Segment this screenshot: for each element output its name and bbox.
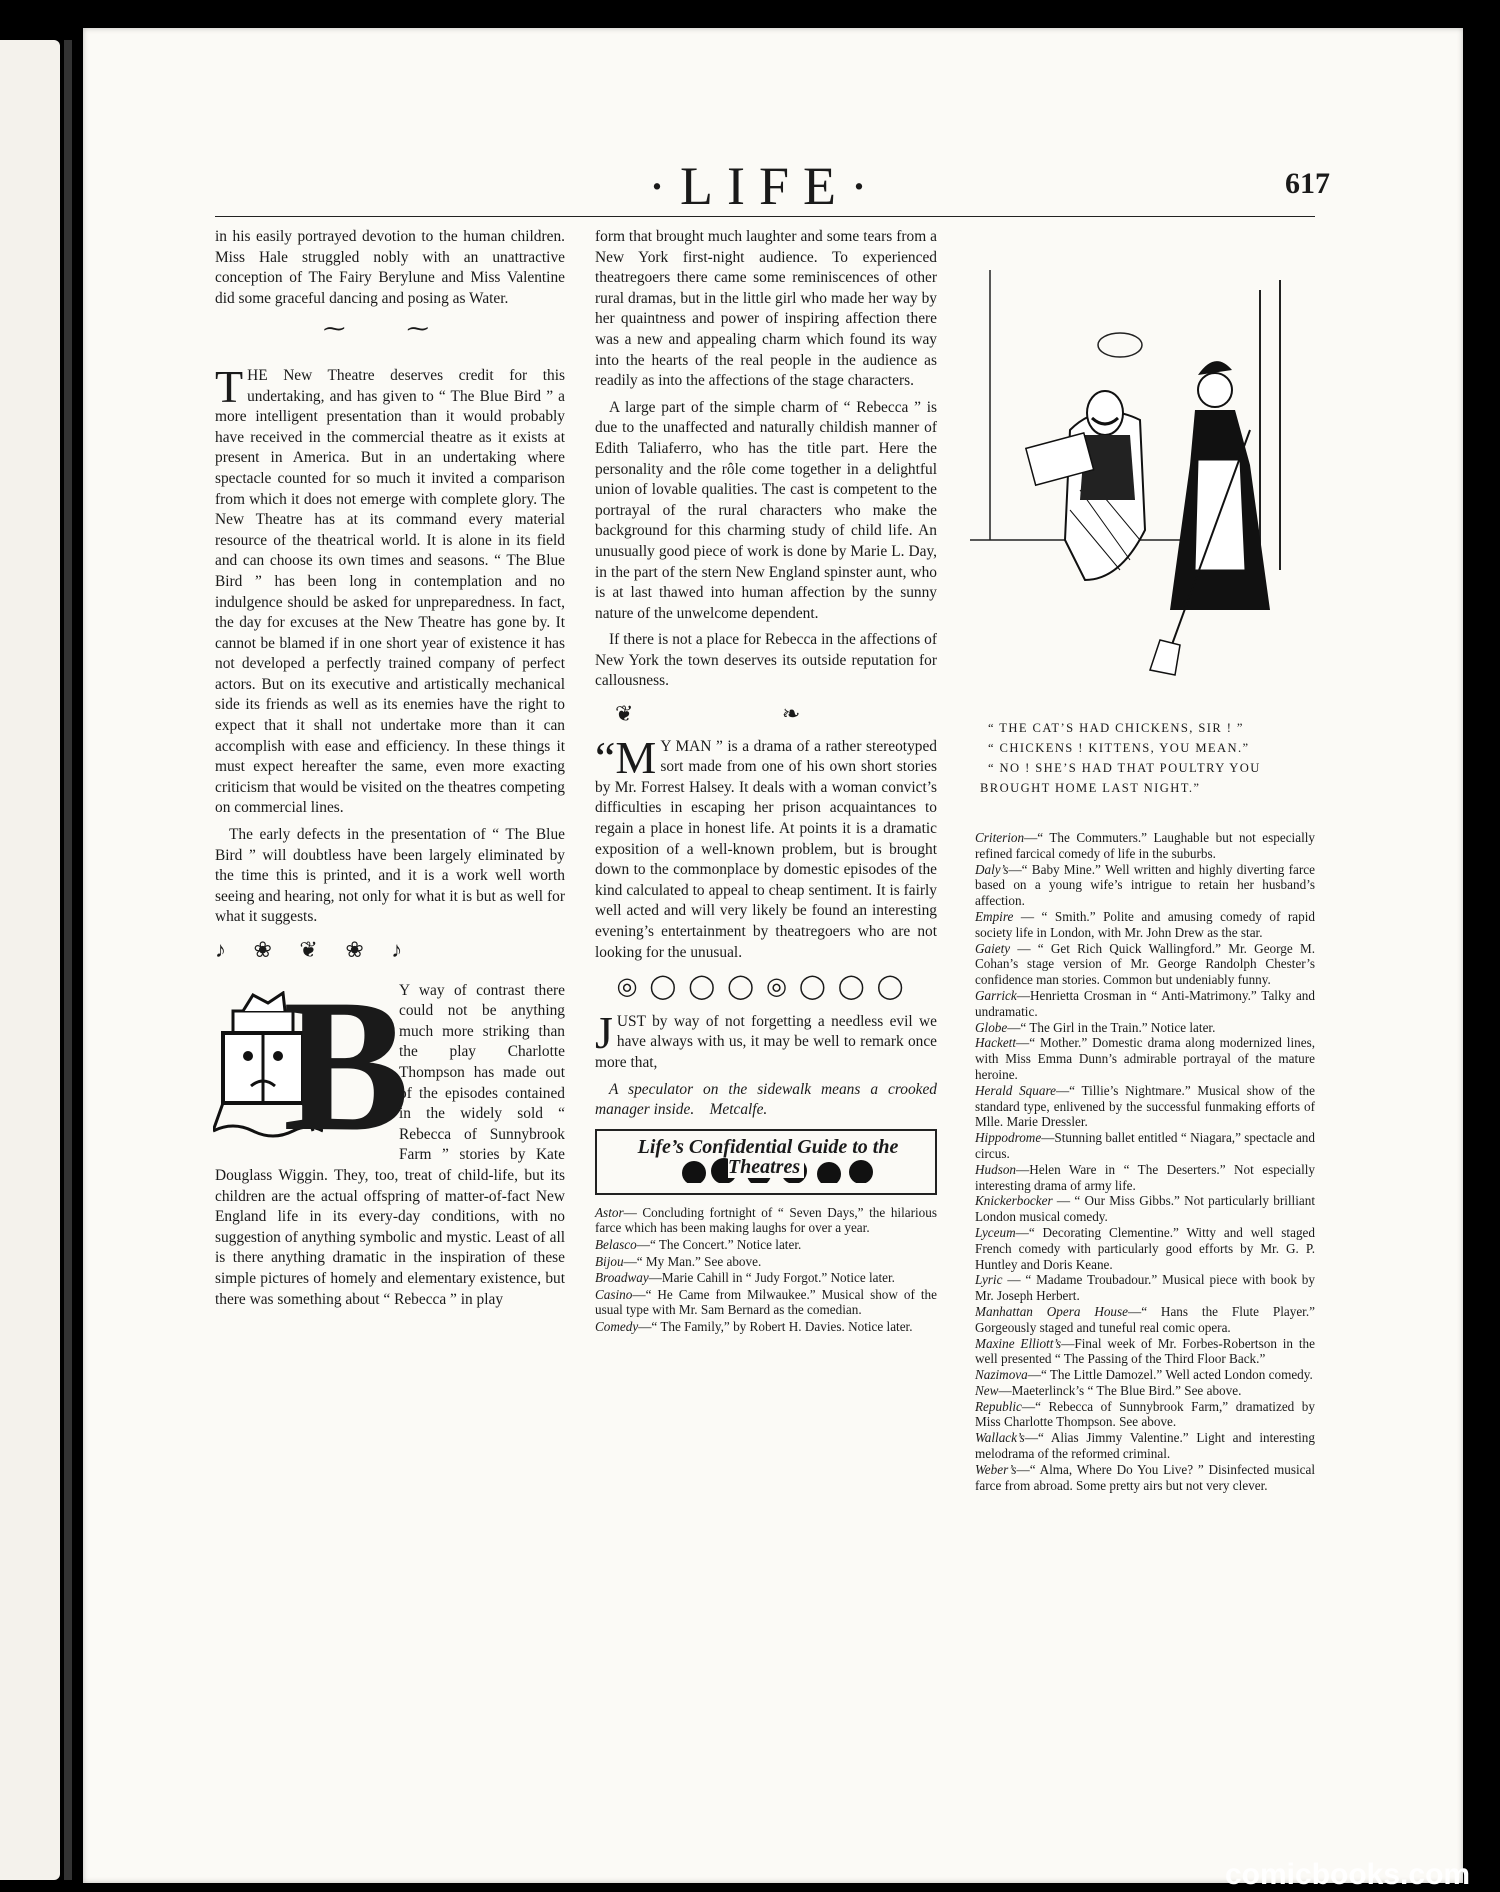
caption-line-2: “ CHICKENS ! KITTENS, YOU MEAN.” bbox=[988, 741, 1250, 755]
theatre-name: Bijou bbox=[595, 1253, 624, 1269]
theatre-name: Belasco bbox=[595, 1236, 637, 1252]
theatre-description: —Final week of Mr. Forbes-Robertson in the well presented “ The Passing of the Third Floor Back.” bbox=[975, 1335, 1315, 1367]
theatre-name: Garrick bbox=[975, 987, 1017, 1003]
guide-entry bbox=[975, 1083, 1315, 1130]
theatre-description: —“ Hans the Flute Player.” Gorgeously staged and tuneful real comic opera. bbox=[975, 1303, 1315, 1335]
theatre-description: —“ The Girl in the Train.” Notice later. bbox=[1007, 1019, 1216, 1035]
caption-line-3: “ NO ! SHE’S HAD THAT POULTRY YOU BROUGHT HOME LAST NIGHT.” bbox=[980, 761, 1261, 795]
caption-line-1: “ THE CAT’S HAD CHICKENS, SIR ! ” bbox=[988, 721, 1244, 735]
guide-entry bbox=[595, 1319, 937, 1335]
theatre-name: Wallack’s bbox=[975, 1430, 1025, 1446]
drop-cap-t: T bbox=[215, 360, 244, 412]
guide-entry bbox=[595, 1270, 937, 1286]
theatre-name: Gaiety bbox=[975, 940, 1011, 956]
theatre-description: —“ The Commuters.” Laughable but not especially refined farcical comedy of life in the suburbs. bbox=[975, 830, 1315, 861]
theatre-description: —“ The Family,” by Robert H. Davies. Notice later. bbox=[638, 1318, 913, 1334]
theatre-name: Hudson bbox=[975, 1161, 1017, 1177]
drop-cap-b: B bbox=[283, 960, 410, 1171]
col1-paragraph-2: The early defects in the presentation of “ The Blue Bird ” will doubtless have been largely eliminated by the time this is printed, and it is a work well worth seeing and hearing, not only for what it is but as well for what it suggests. bbox=[215, 826, 565, 926]
col1-paragraph-3: B Y way of contrast there could not be anything much more striking than the play Charlotte Thompson has made out of the episodes contained in the widely sold “ Rebecca of Sunnybrook Farm ” stories by Kate Douglass Wiggin. They, too, treat of child-life, but its children are the actual offspring of matter-of-fact New England life in its every-day conditions, with no suggestion of anything symbolic and mystic. Least of all is there anything dramatic in the inspiration of these simple pictures of homely and elementary existence, but there was something about “ Rebecca ” in play bbox=[215, 960, 565, 1308]
theatre-description: — “ Smith.” Polite and amusing comedy of rapid society life in London, with Mr. John Drew as the star. bbox=[975, 908, 1315, 940]
guide-entry bbox=[975, 1035, 1315, 1082]
guide-title-banner: Life’s Confidential Guide to the Theatres bbox=[595, 1129, 937, 1195]
guide-entry bbox=[975, 830, 1315, 862]
theatre-name: Criterion bbox=[975, 830, 1025, 845]
theatre-name: Comedy bbox=[595, 1318, 639, 1334]
theatre-name: Manhattan Opera House bbox=[975, 1303, 1129, 1319]
theatre-name: Maxine Elliott’s bbox=[975, 1335, 1062, 1351]
column-1 bbox=[215, 227, 565, 1316]
theatre-name: Casino bbox=[595, 1286, 633, 1302]
guide-list-col3 bbox=[975, 830, 1315, 1493]
guide-entry bbox=[975, 1304, 1315, 1336]
theatre-name: Globe bbox=[975, 1019, 1008, 1035]
guide-entry bbox=[975, 1383, 1315, 1399]
theatre-description: —Henrietta Crosman in “ Anti-Matrimony.” Talky and undramatic. bbox=[975, 987, 1315, 1019]
guide-entry bbox=[975, 1193, 1315, 1225]
col2-paragraph-4: JUST by way of not forgetting a needless evil we have always with us, it may be well to remark once more that, bbox=[595, 1006, 937, 1071]
col2-paragraph-2: If there is not a place for Rebecca in the affections of New York the town deserves its outside reputation for callousness. bbox=[595, 631, 937, 690]
guide-entry bbox=[975, 988, 1315, 1020]
guide-entry bbox=[975, 909, 1315, 941]
theatre-name: Empire bbox=[975, 908, 1014, 924]
cartoon-caption bbox=[980, 718, 1320, 798]
theatre-name: Hackett bbox=[975, 1035, 1017, 1051]
theatre-description: — “ Our Miss Gibbs.” Not particularly brilliant London musical comedy. bbox=[975, 1193, 1315, 1225]
guide-entry bbox=[595, 1287, 937, 1318]
guide-list-col2 bbox=[595, 1205, 937, 1335]
guide-entry bbox=[975, 1336, 1315, 1368]
col2-paragraph-0: form that brought much laughter and some tears from a New York first-night audience. To experienced theatregoers there came some reminiscences of other rural dramas, but in the little girl who made her way by her quaintness and power of inspiring affection there was a new and appealing charm which found its way into the hearts of the real people in the audience as readily as into the affections of the stage characters. bbox=[595, 228, 937, 390]
section-ornament-2: ♪ ❀ ❦ ❀ ♪ bbox=[215, 937, 403, 962]
binding-shadow bbox=[64, 40, 72, 1880]
theatre-name: Lyceum bbox=[975, 1224, 1016, 1240]
col1-paragraph-1: THE New Theatre deserves credit for this undertaking, and has given to “ The Blue Bird ” a more intelligent presentation than it would probably have received in the commercial theatre as it exists at present in America. But in an undertaking where spectacle counted for so much it invited a comparison from which it does not emerge with complete glory. The New Theatre has at its command every material resource of the theatrical world. It is alone in its field and can choose its own times and seasons. “ The Blue Bird ” has been long in contemplation and no indulgence should be asked for unpreparedness. In fact, the day for excuses at the New Theatre has gone by. It cannot be blamed if in one short year of existence it has not developed a perfectly trained company of perfect actors. But on its executive and artistically mechanical side its friends as well as its enemies have the right to expect that it shall not undertake more than it can accomplish with ease and efficiency. In these things it must expect hereafter the same, even more exacting criticism that would be visited on the theatres competing on commercial lines. bbox=[215, 360, 565, 817]
guide-entry bbox=[975, 941, 1315, 988]
col1-paragraph-0: in his easily portrayed devotion to the human children. Miss Hale struggled nobly with an unattractive conception of The Fairy Berylune and Miss Valentine did some graceful dancing and posing as Water. bbox=[215, 228, 565, 307]
theatre-description: —“ Alias Jimmy Valentine.” Light and interesting melodrama of the reformed criminal. bbox=[975, 1430, 1315, 1462]
theatre-name: Republic bbox=[975, 1398, 1022, 1414]
watermark: comicbooks.com bbox=[1225, 1858, 1471, 1891]
guide-entry bbox=[975, 1225, 1315, 1272]
guide-entry bbox=[975, 1430, 1315, 1462]
previous-page-edge bbox=[0, 40, 60, 1880]
guide-entry bbox=[975, 1162, 1315, 1194]
guide-entry bbox=[975, 1130, 1315, 1162]
signature: Metcalfe. bbox=[709, 1101, 768, 1119]
theatre-description: —“ The Concert.” Notice later. bbox=[636, 1236, 802, 1252]
section-ornament-4: ◎◯◯◯◎◯◯◯ bbox=[616, 974, 916, 1001]
section-ornament: ⁓ ⁓ bbox=[323, 316, 457, 342]
guide-entry bbox=[595, 1205, 937, 1236]
theatre-name: Broadway bbox=[595, 1270, 649, 1286]
theatre-description: —“ Mother.” Domestic drama along modernized lines, with Miss Emma Dunn’s admirable portrayal of the mature heroine. bbox=[975, 1035, 1315, 1082]
theatre-description: —“ Baby Mine.” Well written and highly diverting farce based on a young wife’s intrigue to retain her husband’s affection. bbox=[975, 861, 1315, 909]
guide-entry bbox=[975, 862, 1315, 909]
theatre-name: Knickerbocker bbox=[975, 1193, 1053, 1209]
theatre-description: —Marie Cahill in “ Judy Forgot.” Notice later. bbox=[648, 1270, 895, 1286]
theatre-description: —“ My Man.” See above. bbox=[623, 1253, 762, 1269]
guide-entry bbox=[975, 1272, 1315, 1304]
theatre-name: Astor bbox=[595, 1204, 624, 1220]
theatre-name: Daly’s bbox=[975, 861, 1009, 877]
theatre-description: —“ Rebecca of Sunnybrook Farm,” dramatized by Miss Charlotte Thompson. See above. bbox=[975, 1398, 1315, 1430]
theatre-name: Weber’s bbox=[975, 1461, 1017, 1477]
theatre-description: —“ Decorating Clementine.” Witty and well staged French comedy with particularly good efforts by Mr. G. P. Huntley and Doris Keane. bbox=[975, 1224, 1315, 1272]
theatre-name: New bbox=[975, 1382, 999, 1398]
col2-paragraph-3: “M Y MAN ” is a drama of a rather stereotyped sort made from one of his own short stories by Mr. Forrest Halsey. It deals with a woman convict’s difficulties in escaping her prison acquaintances to regain a place in honest life. At points it is a dramatic exposition of a well-known problem, but is brought down to the commonplace by domestic episodes of the kind calculated to appeal to cheap sentiment. It is fairly well acted and will very likely be found an interesting evening’s entertainment by theatregoers who are not looking for the unusual. bbox=[595, 731, 937, 961]
theatre-description: —Stunning ballet entitled “ Niagara,” spectacle and circus. bbox=[975, 1130, 1315, 1161]
theatre-description: — “ Madame Troubadour.” Musical piece with book by Mr. Joseph Herbert. bbox=[975, 1272, 1315, 1304]
theatre-description: — Concluding fortnight of “ Seven Days,” the hilarious farce which has been making laughs for over a year. bbox=[595, 1204, 937, 1236]
page-number: 617 bbox=[1285, 167, 1330, 200]
guide-entry bbox=[975, 1020, 1315, 1036]
guide-entry bbox=[595, 1237, 937, 1253]
section-ornament-3: ❦ ❧ bbox=[615, 701, 801, 727]
masthead-title: ·LIFE· bbox=[648, 156, 882, 216]
cartoon-illustration bbox=[970, 270, 1310, 690]
guide-entry bbox=[975, 1399, 1315, 1431]
theatre-name: Hippodrome bbox=[975, 1130, 1042, 1146]
guide-entry bbox=[975, 1367, 1315, 1383]
guide-entry bbox=[975, 1462, 1315, 1494]
drop-cap-m: “M bbox=[595, 731, 657, 783]
theatre-description: —“ Tillie’s Nightmare.” Musical show of the standard type, enlivened by the successful funmaking efforts of Mlle. Marie Dressler. bbox=[975, 1082, 1316, 1130]
quote-text: A speculator on the sidewalk means a crooked manager inside. Metcalfe. bbox=[595, 1080, 937, 1119]
theatre-name: Herald Square bbox=[975, 1082, 1056, 1098]
theatre-name: Lyric bbox=[975, 1272, 1003, 1288]
illustrated-initial bbox=[213, 960, 410, 1171]
theatre-description: —Helen Ware in “ The Deserters.” Not especially interesting drama of army life. bbox=[975, 1161, 1315, 1193]
theatre-description: —“ Alma, Where Do You Live? ” Disinfected musical farce from abroad. Some pretty airs but not very clever. bbox=[975, 1461, 1315, 1493]
col2-paragraph-1: A large part of the simple charm of “ Rebecca ” is due to the unaffected and naturally childish manner of Edith Taliaferro, who has the title part. Here the personality and the rôle come together in a delightful union of lovable qualities. The cast is competent to the portrayal of the rural characters who make the background for this charming study of child life. An unusually good piece of work is done by Marie L. Day, in the part of the stern New England spinster aunt, who is at last thawed into human affection by the sunny nature of the unwelcome dependent. bbox=[595, 398, 937, 622]
theatre-name: Nazimova bbox=[975, 1367, 1028, 1383]
theatre-description: —“ He Came from Milwaukee.” Musical show of the usual type with Mr. Sam Bernard as the comedian. bbox=[595, 1286, 937, 1318]
drop-cap-j: J bbox=[595, 1006, 613, 1058]
theatre-description: —Maeterlinck’s “ The Blue Bird.” See above. bbox=[998, 1382, 1242, 1398]
column-2 bbox=[595, 227, 937, 1336]
theatre-description: — “ Get Rich Quick Wallingford.” Mr. George M. Cohan’s stage version of Mr. George Randolph Chester’s confidence man stories. Common but undeniably funny. bbox=[975, 940, 1315, 988]
guide-entry bbox=[595, 1254, 937, 1270]
theatre-description: —“ The Little Damozel.” Well acted London comedy. bbox=[1027, 1367, 1313, 1383]
